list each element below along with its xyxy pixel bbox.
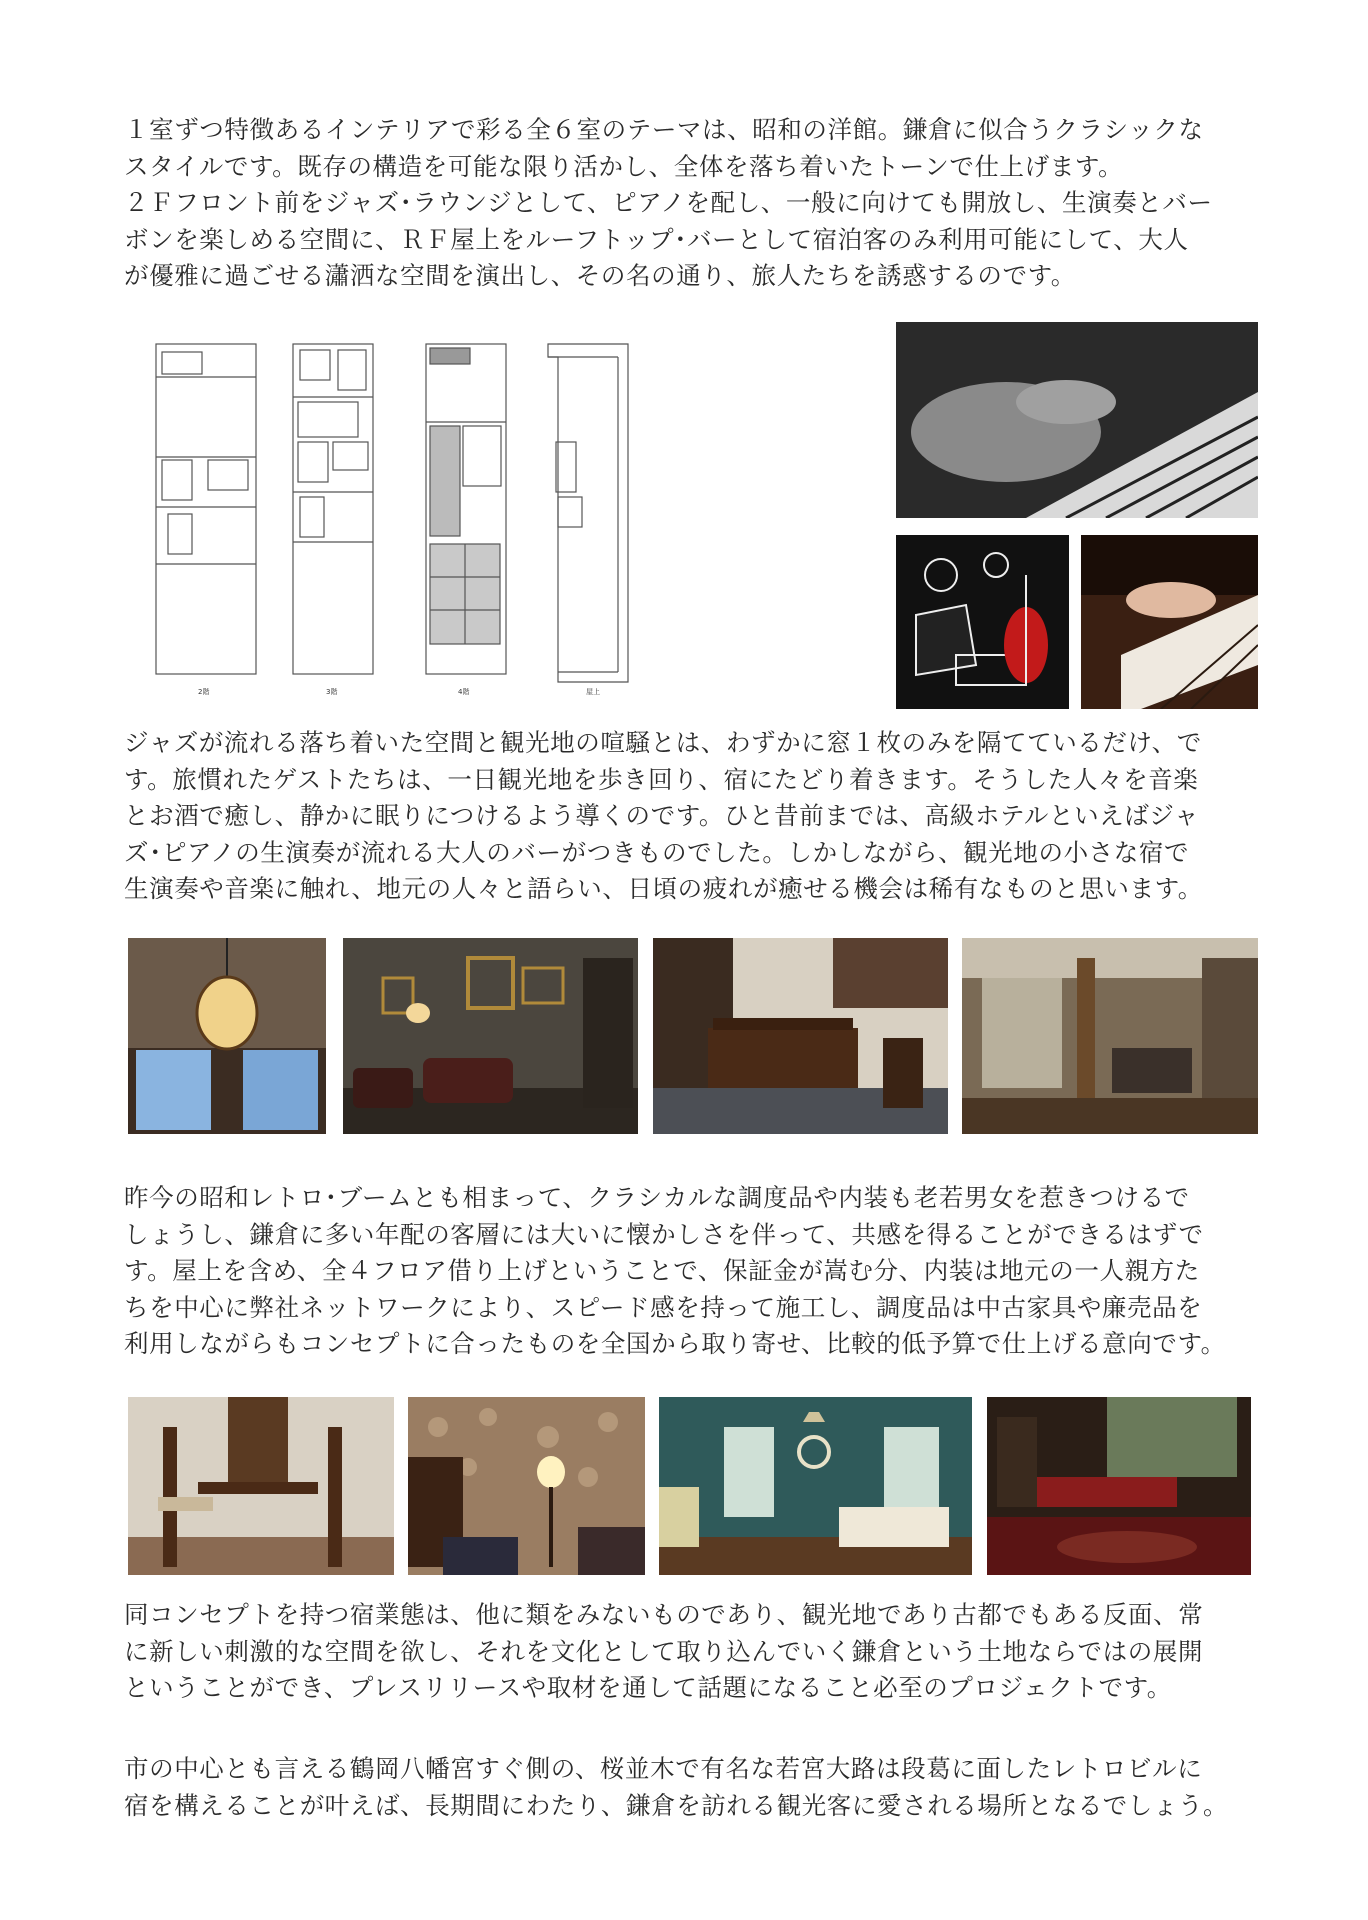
plan-caption: 4階 [458,688,470,696]
text-line: ２Ｆフロント前をジャズ･ラウンジとして、ピアノを配し、一般に向けても開放し、生演奏とバー [124,188,1213,217]
text-line: す。屋上を含め、全４フロア借り上げということで、保証金が嵩む分、内装は地元の一人親方た [124,1256,1200,1285]
text-line: ボンを楽しめる空間に、ＲＦ屋上をルーフトップ･バーとして宿泊客のみ利用可能にして、大人 [124,224,1189,254]
piano-player-photo [1081,535,1258,709]
text-line: スタイルです。既存の構造を可能な限り活かし、全体を落ち着いたトーンで仕上げます。 [124,151,1124,181]
retro-room-photo [962,938,1258,1134]
red-lounge-photo [987,1397,1251,1575]
text-line: 利用しながらもコンセプトに合ったものを全国から取り寄せ、比較的低予算で仕上げる意向です。 [124,1329,1226,1358]
text-line: ということができ、プレスリリースや取材を通して話題になること必至のプロジェクトです。 [124,1673,1172,1702]
text-line: す。旅慣れたゲストたちは、一日観光地を歩き回り、宿にたどり着きます。そうした人々を音楽 [124,764,1199,794]
jazz-paragraph [124,725,1274,908]
retro-paragraph [124,1180,1274,1363]
text-line: が優雅に過ごせる瀟洒な空間を演出し、その名の通り、旅人たちを誘惑するのです。 [124,261,1076,290]
text-line: 市の中心とも言える鶴岡八幡宮すぐ側の、桜並木で有名な若宮大路は段葛に面したレトロビルに [124,1754,1203,1783]
teal-bedroom-photo [659,1397,972,1575]
dining-room-photo [128,1397,394,1575]
plan-caption: 2階 [198,688,210,696]
text-line: １室ずつ特徴あるインテリアで彩る全６室のテーマは、昭和の洋館。鎌倉に似合うクラシックな [124,115,1204,144]
text-line: 同コンセプトを持つ宿業態は、他に類をみないものであり、観光地であり古都でもある反面、常 [124,1600,1204,1629]
text-line: に新しい刺激的な空間を欲し、それを文化として取り込んでいく鎌倉という土地ならではの展開 [124,1636,1204,1666]
piano-hands-photo [896,322,1258,518]
lounge-sofa-photo [343,938,638,1134]
text-line: とお酒で癒し、静かに眠りにつけるよう導くのです。ひと昔前までは、高級ホテルといえばジャ [124,801,1200,830]
floor-plans-image [148,332,788,702]
text-line: 昨今の昭和レトロ･ブームとも相まって、クラシカルな調度品や内装も老若男女を惹きつけるで [124,1183,1190,1212]
plan-caption: 3階 [326,688,338,696]
concept-paragraph [124,1597,1274,1707]
text-line: 宿を構えることが叶えば、長期間にわたり、鎌倉を訪れる観光客に愛される場所となるでしょう。 [124,1790,1229,1820]
text-line: ちを中心に弊社ネットワークにより、スピード感を持って施工し、調度品は中古家具や廉売品を [124,1292,1203,1322]
intro-paragraph [124,112,1274,295]
text-line: しょうし、鎌倉に多い年配の客層には大いに懐かしさを伴って、共感を得ることができるはずで [124,1219,1204,1249]
study-desk-photo [653,938,948,1134]
floral-wall-photo [408,1397,645,1575]
plan-caption: 屋上 [586,688,600,696]
text-line: 生演奏や音楽に触れ、地元の人々と語らい、日頃の疲れが癒せる機会は稀有なものと思います。 [124,874,1203,903]
closing-paragraph [124,1751,1274,1824]
jazz-illustration [896,535,1069,709]
text-line: ジャズが流れる落ち着いた空間と観光地の喧騒とは、わずかに窓１枚のみを隔てているだけ、で [124,728,1202,757]
lantern-window-photo [128,938,326,1134]
text-line: ズ･ピアノの生演奏が流れる大人のバーがつきものでした。しかしながら、観光地の小さな宿で [124,837,1190,867]
